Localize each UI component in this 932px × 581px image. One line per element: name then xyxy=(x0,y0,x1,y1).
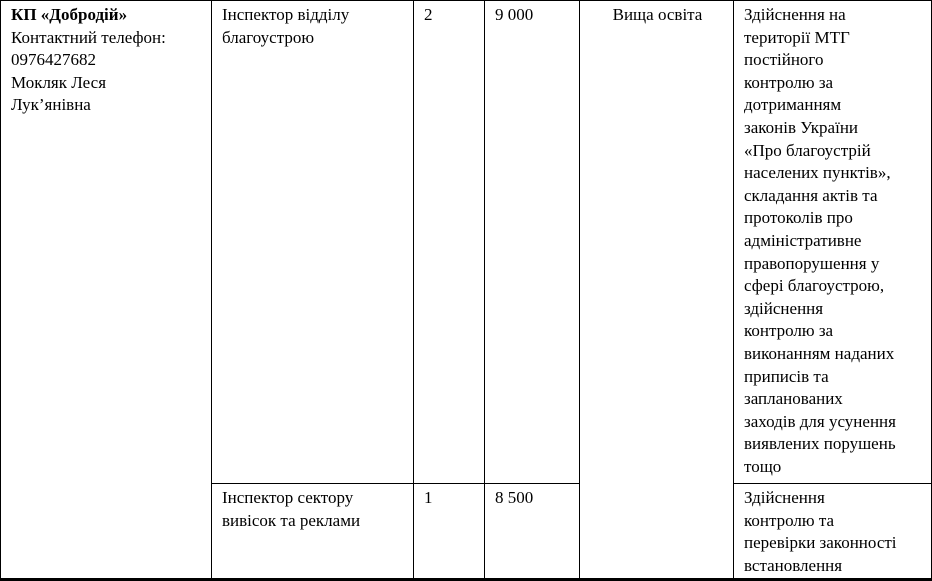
salary-cell xyxy=(485,484,580,581)
duty-line: виконанням наданих xyxy=(744,343,895,363)
position-line: Інспектор сектору xyxy=(222,488,354,507)
duty-line: контролю за xyxy=(744,321,834,341)
count-cell xyxy=(414,484,485,581)
duty-line: протоколів про xyxy=(744,208,853,228)
position-cell xyxy=(212,484,414,581)
duty-line: постійного xyxy=(744,50,824,70)
position-line: вивісок та реклами xyxy=(222,510,361,530)
duty-line: території МТГ xyxy=(744,27,850,47)
salary-value: 8 500 xyxy=(495,488,534,507)
education-cell xyxy=(580,1,734,581)
duty-line: контролю та xyxy=(744,510,835,530)
organization-cell xyxy=(1,1,212,581)
duty-line: заходів для усунення xyxy=(744,411,896,431)
duty-line: запланованих xyxy=(744,389,843,409)
duty-line: дотриманням xyxy=(744,95,842,115)
contact-name-line: Лук’янівна xyxy=(11,95,91,115)
duty-line: «Про благоустрій xyxy=(744,140,871,160)
position-line: благоустрою xyxy=(222,27,315,47)
duty-line: встановлення xyxy=(744,555,843,575)
salary-cell xyxy=(485,1,580,484)
table-row xyxy=(1,1,932,484)
duty-line: сфері благоустрою, xyxy=(744,276,885,296)
position-count: 2 xyxy=(424,5,433,24)
duty-line: Здійснення на xyxy=(744,5,846,24)
position-line: Інспектор відділу xyxy=(222,5,350,24)
phone-label: Контактний телефон: xyxy=(11,27,166,47)
duty-line: виявлених порушень xyxy=(744,434,896,454)
duties-cell xyxy=(734,484,932,581)
duty-line: складання актів та xyxy=(744,185,878,205)
education-requirement: Вища освіта xyxy=(612,5,703,24)
duty-line: приписів та xyxy=(744,366,829,386)
duties-cell xyxy=(734,1,932,484)
duty-line: адміністративне xyxy=(744,230,862,250)
duty-line: здійснення xyxy=(744,298,824,318)
duty-line: законів України xyxy=(744,117,859,137)
phone-number: 0976427682 xyxy=(11,50,96,70)
salary-value: 9 000 xyxy=(495,5,534,24)
duty-line: перевірки законності xyxy=(744,533,897,553)
duty-line: правопорушення у xyxy=(744,253,880,273)
contact-name-line: Мокляк Леся xyxy=(11,72,107,92)
count-cell xyxy=(414,1,485,484)
duty-line: контролю за xyxy=(744,72,834,92)
duty-line: тощо xyxy=(744,456,782,476)
position-count: 1 xyxy=(424,488,433,507)
organization-name: КП «Добродій» xyxy=(11,5,128,24)
position-cell xyxy=(212,1,414,484)
duty-line: Здійснення xyxy=(744,488,825,507)
duty-line: населених пунктів», xyxy=(744,163,891,183)
